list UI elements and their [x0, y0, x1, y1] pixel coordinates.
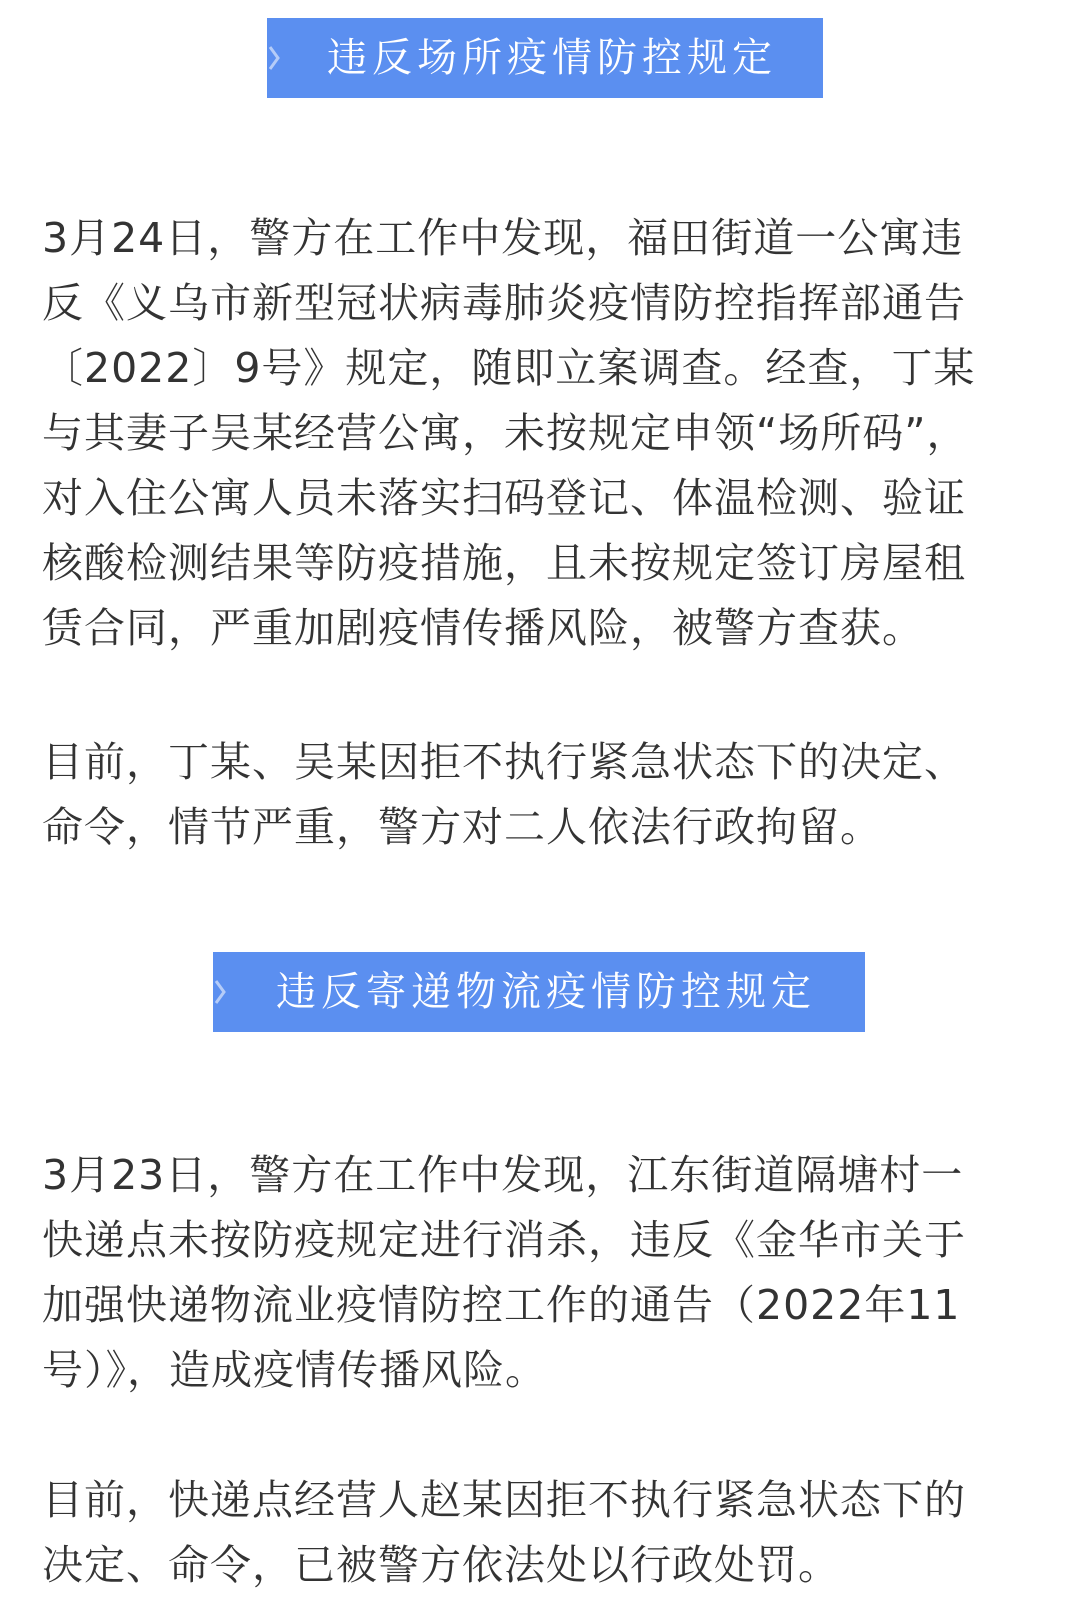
text-line: 命令，情节严重，警方对二人依法行政拘留。 [42, 803, 882, 851]
section-header-title: 违反寄递物流疫情防控规定 [276, 969, 816, 1015]
text-line: 快递点未按防疫规定进行消杀，违反《金华市关于 [42, 1216, 966, 1264]
chevron-right-icon [267, 44, 281, 72]
text-line: 加强快递物流业疫情防控工作的通告（2022年11 [42, 1281, 961, 1329]
text-line: 核酸检测结果等防疫措施，且未按规定签订房屋租 [42, 539, 966, 587]
text-line: 决定、命令，已被警方依法处以行政处罚。 [42, 1541, 840, 1589]
text-line: 号）》，造成疫情传播风险。 [42, 1346, 547, 1394]
text-line: 反《义乌市新型冠状病毒肺炎疫情防控指挥部通告 [42, 279, 966, 327]
text-line: 与其妻子吴某经营公寓，未按规定申领“场所码”， [42, 409, 969, 457]
section-header-venue [267, 18, 823, 98]
paragraph-venue-result [42, 730, 1038, 860]
paragraph-logistics-case [42, 1143, 1038, 1403]
chevron-right-icon [213, 978, 227, 1006]
text-line: 目前，快递点经营人赵某因拒不执行紧急状态下的 [42, 1476, 966, 1524]
section-header-title: 违反场所疫情防控规定 [327, 35, 777, 81]
paragraph-logistics-result [42, 1468, 1038, 1598]
text-line: 3月23日，警方在工作中发现，江东街道隔塘村一 [42, 1151, 964, 1199]
text-line: 〔2022〕9号》规定，随即立案调查。经查，丁某 [42, 344, 976, 392]
text-line: 赁合同，严重加剧疫情传播风险，被警方查获。 [42, 604, 924, 652]
paragraph-venue-case [42, 206, 1038, 661]
text-line: 目前，丁某、吴某因拒不执行紧急状态下的决定、 [42, 738, 966, 786]
section-header-logistics [213, 952, 865, 1032]
text-line: 对入住公寓人员未落实扫码登记、体温检测、验证 [42, 474, 966, 522]
text-line: 3月24日，警方在工作中发现，福田街道一公寓违 [42, 214, 964, 262]
